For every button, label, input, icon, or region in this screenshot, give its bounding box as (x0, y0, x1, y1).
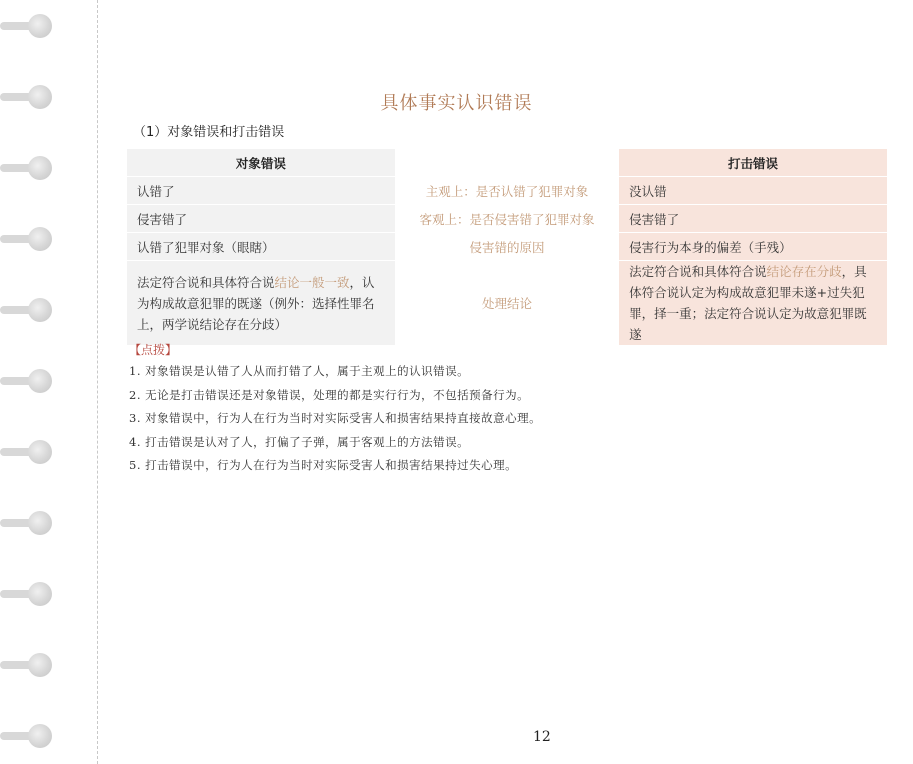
tip-item: 3. 对象错误中，行为人在行为当时对实际受害人和损害结果持直接故意心理。 (129, 411, 542, 425)
cell-highlight: 结论一般一致 (274, 274, 350, 290)
table-header-row (127, 149, 887, 177)
cell-criterion: 侵害错的原因 (395, 233, 619, 261)
cell-text: ，认为构成故意犯罪的既遂（例外：选择性罪名上，两学说结论存在分歧） (137, 274, 375, 332)
binder-ring-icon (0, 11, 60, 41)
page-title: 具体事实认识错误 (380, 93, 533, 114)
cell-highlight: 结论存在分歧 (766, 264, 842, 279)
tip-item: 5. 打击错误中，行为人在行为当时对实际受害人和损害结果持过失心理。 (129, 458, 518, 472)
binder-ring-icon (0, 437, 60, 467)
table-row (127, 177, 887, 205)
cell-object-error: 认错了 (127, 177, 395, 205)
cell-criterion: 处理结论 (395, 261, 619, 346)
cell-object-error: 侵害错了 (127, 205, 395, 233)
table-row (127, 233, 887, 261)
section-subheading: （1）对象错误和打击错误 (133, 125, 285, 140)
header-object-error: 对象错误 (127, 149, 395, 177)
binder-ring-icon (0, 295, 60, 325)
page-number: 12 (533, 729, 551, 745)
cell-object-error: 认错了犯罪对象（眼瞎） (127, 233, 395, 261)
tip-item: 2. 无论是打击错误还是对象错误，处理的都是实行行为，不包括预备行为。 (129, 387, 530, 402)
table-row (127, 205, 887, 233)
cell-criterion: 客观上：是否侵害错了犯罪对象 (395, 205, 619, 233)
cell-object-error (127, 261, 395, 346)
binder-ring-icon (0, 650, 60, 680)
cell-strike-error: 没认错 (619, 177, 887, 205)
binder-ring-icon (0, 366, 60, 396)
cell-criterion: 主观上：是否认错了犯罪对象 (395, 177, 619, 205)
comparison-table (127, 149, 887, 346)
cell-text: ，具体符合说认定为构成故意犯罪未遂+过失犯罪，择一重；法定符合说认定为故意犯罪既遂 (629, 264, 867, 342)
binder-ring-icon (0, 508, 60, 538)
cell-strike-error: 侵害行为本身的偏差（手残） (619, 233, 887, 261)
binder-ring-icon (0, 153, 60, 183)
binder-ring-icon (0, 224, 60, 254)
binder-ring-icon (0, 579, 60, 609)
binder-ring-icon (0, 721, 60, 751)
table-row (127, 261, 887, 346)
header-strike-error: 打击错误 (619, 149, 887, 177)
cell-strike-error (619, 261, 887, 346)
header-middle (395, 149, 619, 177)
tips-heading: 【点拨】 (129, 343, 178, 357)
cell-strike-error: 侵害错了 (619, 205, 887, 233)
cell-text: 法定符合说和具体符合说 (137, 274, 275, 290)
tip-item: 4. 打击错误是认对了人，打偏了子弹，属于客观上的方法错误。 (129, 434, 470, 449)
tip-item: 1. 对象错误是认错了人从而打错了人，属于主观上的认识错误。 (129, 364, 470, 378)
tips-list (129, 360, 541, 478)
cell-text: 法定符合说和具体符合说 (629, 264, 767, 279)
